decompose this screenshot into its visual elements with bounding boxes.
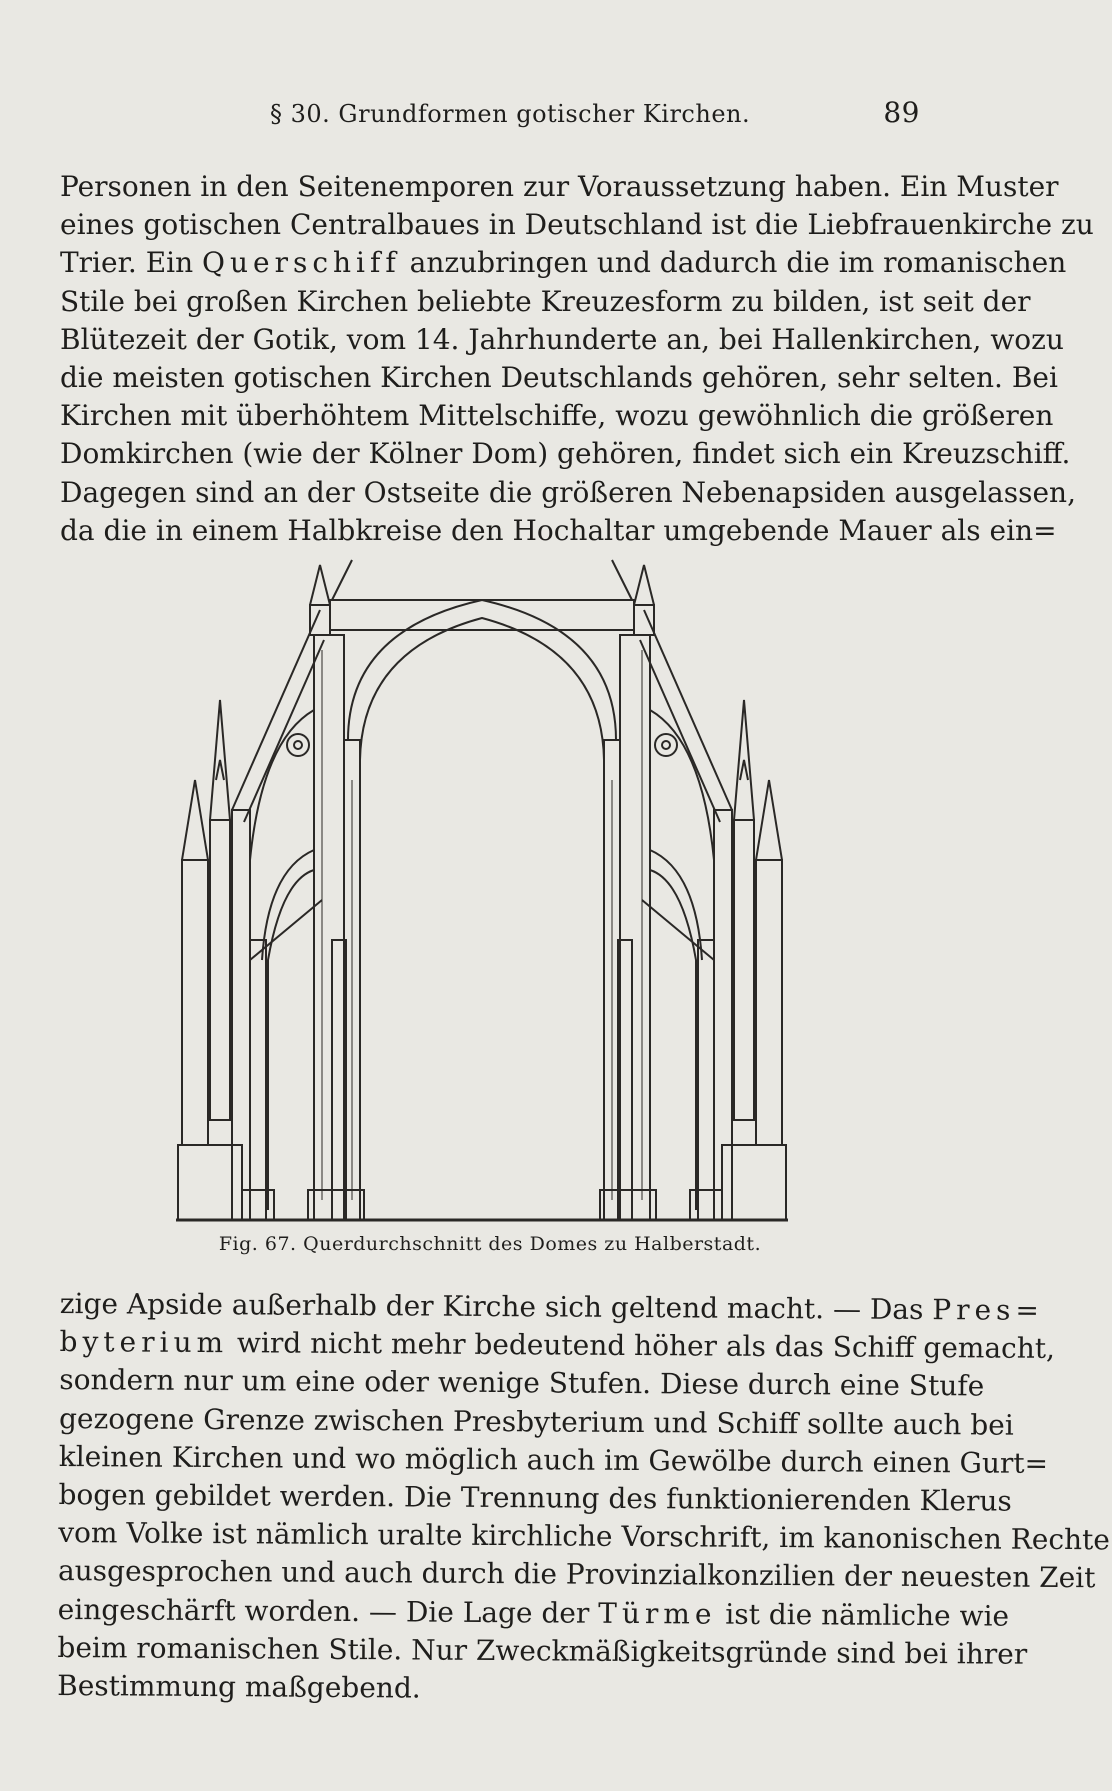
spaced-term-tuerme: Türme — [598, 1596, 717, 1631]
text-line: vom Volke ist nämlich uralte kirchliche Vorschrift, im kanonischen Rechte — [58, 1516, 1111, 1557]
text-line: da die in einem Halbkreise den Hochaltar umgebende Mauer als ein= — [60, 513, 1057, 547]
text-line: beim romanischen Stile. Nur Zweckmäßigkeitsgründe sind bei ihrer — [57, 1630, 1028, 1671]
paragraph-bottom — [57, 1285, 1111, 1711]
text-line: sondern nur um eine oder wenige Stufen. Diese durch eine Stufe — [59, 1363, 985, 1403]
text-line: eines gotischen Centralbaues in Deutschland ist die Liebfrauenkirche zu — [60, 208, 1094, 242]
text-line: Dagegen sind an der Ostseite die größeren Nebenapsiden ausgelassen, — [60, 475, 1076, 509]
spaced-term-presbyterium-start: Pres= — [932, 1293, 1045, 1327]
text-line — [57, 1591, 1010, 1635]
running-title: § 30. Grundformen gotischer Kirchen. — [270, 100, 751, 128]
text-line: die meisten gotischen Kirchen Deutschlands gehören, sehr selten. Bei — [60, 361, 1058, 395]
text-line: Domkirchen (wie der Kölner Dom) gehören, findet sich ein Kreuzschiff. — [60, 437, 1071, 471]
text-line: Kirchen mit überhöhtem Mittelschiffe, wozu gewöhnlich die größeren — [60, 399, 1054, 433]
text-fragment: Trier. Ein — [60, 246, 203, 280]
cathedral-cross-section-illustration — [172, 560, 802, 1225]
spaced-term-presbyterium-end: byterium — [59, 1325, 229, 1360]
text-line: Blütezeit der Gotik, vom 14. Jahrhunderte an, bei Hallenkirchen, wozu — [60, 322, 1064, 356]
text-line: ausgesprochen und auch durch die Provinzialkonzilien der neuesten Zeit — [57, 1554, 1096, 1595]
text-fragment: anzubringen und dadurch die im romanischen — [400, 246, 1067, 280]
text-line: Stile bei großen Kirchen beliebte Kreuzesform zu bilden, ist seit der — [60, 284, 1031, 318]
text-fragment: ist die nämliche wie — [716, 1597, 1010, 1633]
text-line: bogen gebildet werden. Die Trennung des funktionierenden Klerus — [58, 1478, 1012, 1518]
text-line: gezogene Grenze zwischen Presbyterium und Schiff sollte auch bei — [58, 1401, 1014, 1442]
text-line: kleinen Kirchen und wo möglich auch im Gewölbe durch einen Gurt= — [58, 1439, 1049, 1480]
text-line — [60, 244, 1067, 282]
text-line — [59, 1323, 1056, 1367]
spaced-term-querschiff: Querschiff — [202, 246, 401, 280]
text-line — [59, 1285, 1045, 1329]
text-fragment: eingeschärft worden. — Die Lage der — [57, 1592, 599, 1630]
text-line: Personen in den Seitenemporen zur Voraussetzung haben. Ein Muster — [60, 170, 1059, 203]
running-head — [60, 96, 920, 136]
text-fragment: wird nicht mehr bedeutend höher als das Schiff gemacht, — [227, 1326, 1056, 1366]
paragraph-top — [60, 168, 1094, 550]
text-line: Bestimmung maßgebend. — [57, 1669, 421, 1705]
page-number: 89 — [883, 96, 920, 129]
text-fragment: zige Apside außerhalb der Kirche sich geltend macht. — Das — [59, 1287, 933, 1327]
figure-caption: Fig. 67. Querdurchschnitt des Domes zu Halberstadt. — [218, 1233, 762, 1255]
